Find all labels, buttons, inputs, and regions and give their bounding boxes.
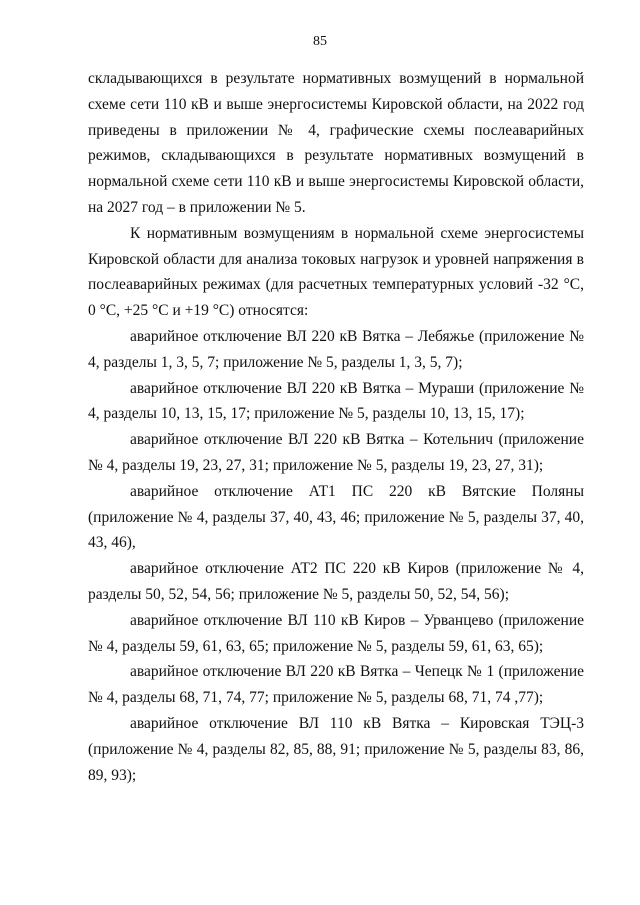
list-item: аварийное отключение ВЛ 220 кВ Вятка – Котельнич (приложение № 4, разделы 19, 23, 27, 31; приложение № 5, разделы 19, 23, 27, 31);	[88, 431, 584, 474]
list-item: аварийное отключение ВЛ 220 кВ Вятка – Лебяжье (приложение № 4, разделы 1, 3, 5, 7; приложение № 5, разделы 1, 3, 5, 7);	[88, 327, 584, 371]
list-item: аварийное отключение ВЛ 110 кВ Вятка – Кировская ТЭЦ-3 (приложение № 4, разделы 82, 85, 88, 91; приложение № 5, разделы 83, 86, 89, 93);	[88, 714, 584, 784]
paragraph-continuation: складывающихся в результате нормативных возмущений в нормальной схеме сети 110 кВ и выше энергосистемы Кировской области, на 2022 год приведены в приложении № 4, графические схемы послеаварийных режимов, складывающихся в результате нормативных возмущений в нормальной схеме сети 110 кВ и выше энергосистемы Кировской области, на 2027 год – в приложении № 5.	[88, 70, 584, 216]
list-item: аварийное отключение ВЛ 110 кВ Киров – Урванцево (приложение № 4, разделы 59, 61, 63, 65; приложение № 5, разделы 59, 61, 63, 65);	[88, 611, 584, 655]
list-item: аварийное отключение ВЛ 220 кВ Вятка – Чепецк № 1 (приложение № 4, разделы 68, 71, 74, 77; приложение № 5, разделы 68, 71, 74 ,77);	[88, 663, 584, 707]
page-number: 85	[313, 34, 327, 49]
list-item: аварийное отключение АТ2 ПС 220 кВ Киров (приложение № 4, разделы 50, 52, 54, 56; приложение № 5, разделы 50, 52, 54, 56);	[88, 560, 584, 603]
paragraph-intro: К нормативным возмущениям в нормальной схеме энергосистемы Кировской области для анализа токовых нагрузок и уровней напряжения в послеаварийных режимах (для расчетных температурных условий -32 °С, 0 °С, +25 °С и +19 °С) относятся:	[88, 224, 584, 320]
document-body	[88, 66, 584, 788]
list-item: аварийное отключение АТ1 ПС 220 кВ Вятские Поляны (приложение № 4, разделы 37, 40, 43, 46; приложение № 5, разделы 37, 40, 43, 46),	[88, 482, 584, 552]
list-item: аварийное отключение ВЛ 220 кВ Вятка – Мураши (приложение № 4, разделы 10, 13, 15, 17; приложение № 5, разделы 10, 13, 15, 17);	[88, 379, 584, 423]
